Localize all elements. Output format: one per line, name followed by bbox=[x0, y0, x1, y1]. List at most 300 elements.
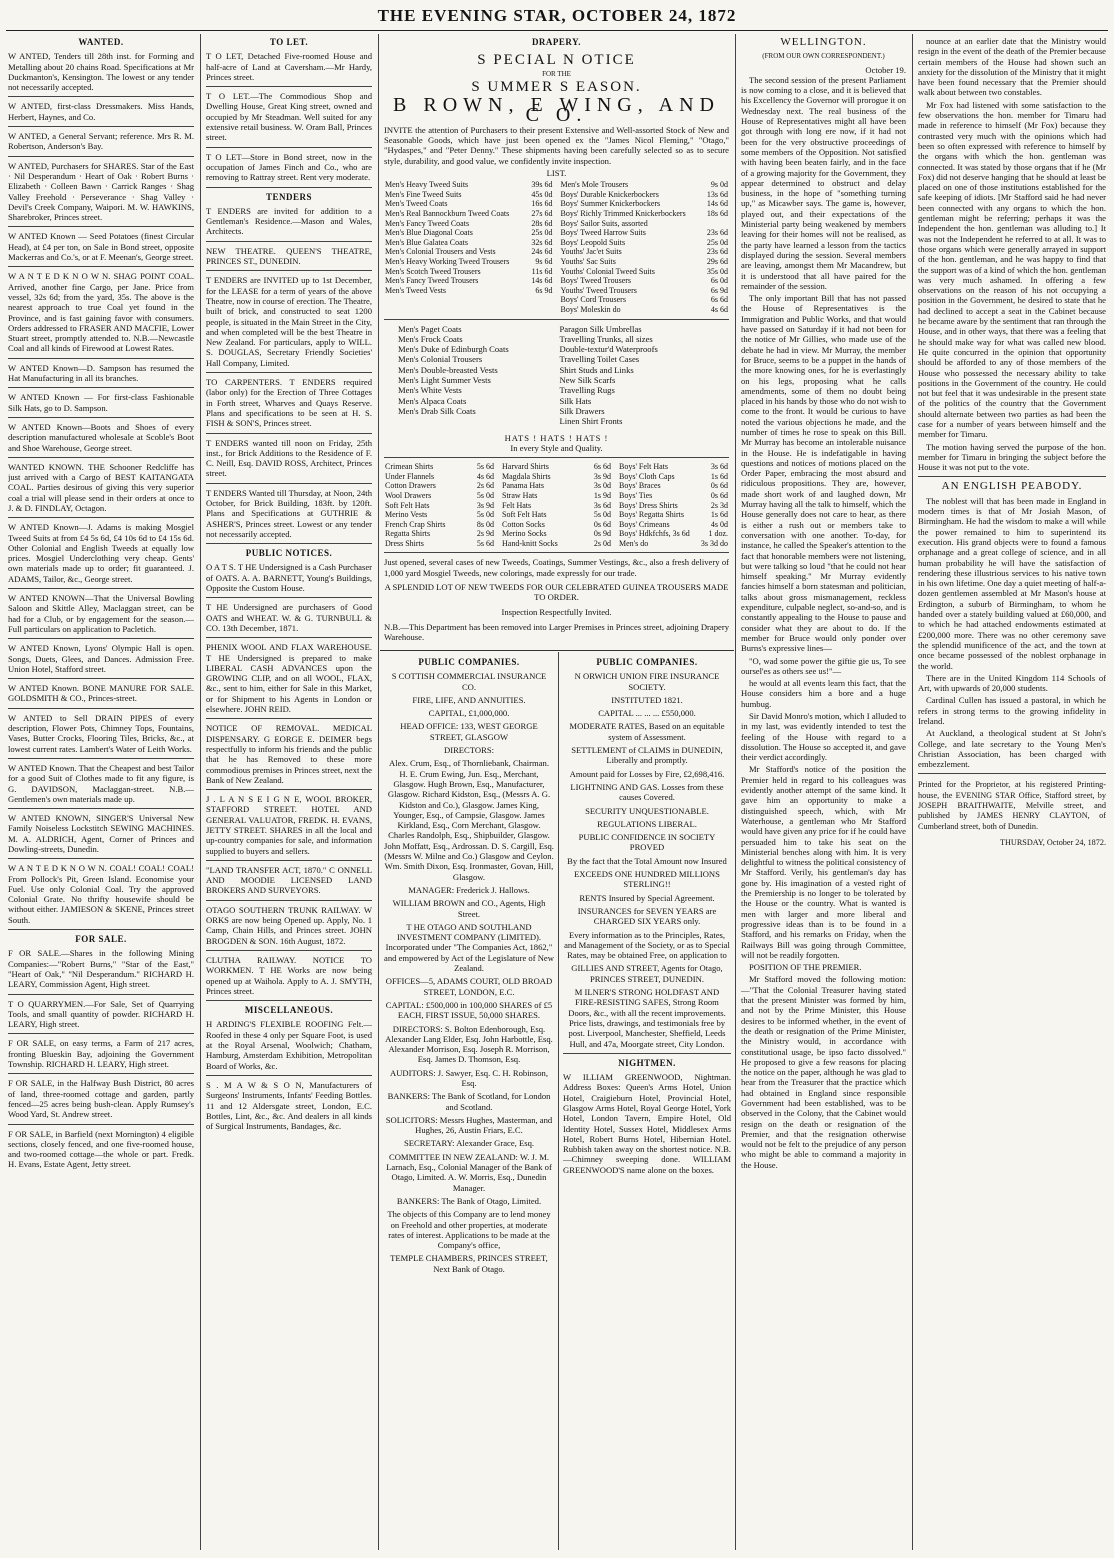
column-divider bbox=[558, 652, 559, 1550]
item-name: Cotton Drawers bbox=[385, 481, 436, 491]
price-row bbox=[501, 510, 612, 520]
item-name: Men's Blue Diagonal Coats bbox=[385, 228, 473, 238]
imprint: Printed for the Proprietor, at his registered Printing-house, the EVENING STAR Office, Stafford street, by JOSEPH BRAITHWAITE, Melville street, and published by JAMES HENRY CLAYTON, of Cumberland street, both of Dunedin. bbox=[918, 780, 1106, 831]
item-price: 25s 0d bbox=[706, 237, 728, 247]
price-row bbox=[384, 219, 554, 229]
public-notice-ad: "LAND TRANSFER ACT, 1870." C ONNELL AND MOODIE LICENSED LAND BROKERS AND SURVEYORS. bbox=[206, 864, 372, 896]
divider bbox=[206, 433, 372, 434]
masthead: THE EVENING STAR, OCTOBER 24, 1872 bbox=[377, 6, 737, 25]
divider bbox=[206, 789, 372, 790]
item-name: Men's do bbox=[619, 538, 649, 548]
item-name: Regatta Shirts bbox=[385, 529, 431, 539]
price-row bbox=[384, 180, 554, 190]
article-paragraph: The only important Bill that has not passed the House of Representatives is the Immigration and Public Works, and that would have passed on Saturday if it had not been for the notice of Mr Gillies, who made use of the debate he had in view. Mr Murray, the member for Bruce, seems to be a puppet in the hands of the more knowing ones, for he is everlastingly on his legs, proposing what he calls amendments, some of them no doubt being placed in his hands by those who do not wish to come to the front. It would be curious to have noted the various objections he made, and the number of times he rose to speak on this Bill. Mr Murray has become an intolerable nuisance in the House. He is indefatigable in having questions and notices of motions placed on the Order Paper, embracing the most absurd and ridiculous propositions. They are, however, made short work of and laughed down, Mr Murray having all the talk to himself, which the House generally does not care to hear, as there is either a rush out or members take to conversation with one another. To-day, for instance, he called the Speaker's attention to the fact that honorable members were not listening, but were talking so loud "that he could not hear himself speaking." Mr Murray evidently fancies himself a born statesman and politician, talks about gross mismanagement, reckless expenditure, culpable neglect, so-and-so, and is constantly appealing to the House to pause and consider what they are about to do. If the member for Bruce would only ponder over Burns's expressive lines— bbox=[741, 293, 906, 654]
divider bbox=[8, 457, 194, 458]
classified-ad: W ANTED Known—Boots and Shoes of every description manufactured wholesale at Scoble's Boot and Shoe Warehouse, George street. bbox=[8, 421, 194, 453]
item-name: Boys' Regatta Shirts bbox=[619, 510, 684, 520]
item-price: 35s 0d bbox=[706, 266, 728, 276]
hats-list bbox=[384, 462, 729, 548]
article-paragraph: nounce at an earlier date that the Ministry would resign in the event of the death of the Premier because certain members of the House had shown such an anxiety for the dissolution of the Ministry that it might have been found necessary that the Premier should walk about between two constables. bbox=[918, 36, 1106, 98]
company-line: AUDITORS: J. Sawyer, Esq. C. H. Robinson, Esq. bbox=[389, 1067, 548, 1088]
price-row bbox=[501, 539, 612, 549]
company-line: RENTS Insured by Special Agreement. bbox=[579, 892, 715, 903]
price-row bbox=[618, 491, 729, 501]
company-line: N ORWICH UNION FIRE INSURANCE SOCIETY. bbox=[574, 671, 720, 692]
item-name: Boys' Durable Knickerbockers bbox=[560, 189, 659, 199]
item-name: Men's Heavy Working Tweed Trousers bbox=[385, 257, 510, 267]
section-heading-miscellaneous: MISCELLANEOUS. bbox=[244, 1005, 334, 1016]
company-line: LIGHTNING AND GAS. Losses from these causes Covered. bbox=[570, 781, 724, 803]
company-line: MODERATE RATES, Based on an equitable system of Assessment. bbox=[569, 721, 725, 742]
divider bbox=[206, 147, 372, 148]
item-price: 5s 0d bbox=[476, 510, 494, 520]
divider bbox=[206, 372, 372, 373]
price-row bbox=[384, 238, 554, 248]
imprint-date: THURSDAY, October 24, 1872. bbox=[1000, 837, 1106, 847]
item-price: 18s 6d bbox=[706, 209, 728, 219]
item-price: 6s 9d bbox=[535, 285, 553, 295]
goods-item: Travelling Rugs bbox=[559, 385, 615, 396]
item-price: 4s 6d bbox=[710, 304, 728, 314]
goods-item: Men's White Vests bbox=[398, 385, 462, 396]
for-sale-ad: F OR SALE, on easy terms, a Farm of 217 acres, fronting Blueskin Bay, adjoining the Government Township. RICHARD H. LEARY, High street. bbox=[8, 1038, 194, 1070]
item-price: 32s 6d bbox=[531, 237, 553, 247]
classified-ad: W ANTED Known—D. Sampson has resumed the Hat Manufacturing in all its branches. bbox=[8, 362, 194, 384]
company-line: The objects of this Company are to lend money on Freehold and other properties, at moderate rates of interest. Applications to be made at the Company's office, bbox=[387, 1209, 551, 1251]
divider bbox=[206, 900, 372, 901]
divider bbox=[206, 637, 372, 638]
item-name: Magdala Shirts bbox=[502, 471, 551, 481]
item-name: Boys' Leopold Suits bbox=[560, 237, 626, 247]
price-row bbox=[560, 295, 730, 305]
item-name: Boys' Cord Trousers bbox=[560, 295, 626, 305]
item-name: Youths' Sac Suits bbox=[560, 257, 616, 267]
company-line: WILLIAM BROWN and CO., Agents, High Street. bbox=[392, 898, 546, 919]
classified-ad: W ANTED, Purchasers for SHARES. Star of the East · Nil Desperandum · Heart of Oak · Robert Burns · Elizabeth · Colleen Bawn · Carrick Ranges · Shag Valley Freehold · Perseverance · Shag Valley · Devil's Creek Company, Waipori. M. W. HAWKINS, Sharebroker, Princes street. bbox=[8, 160, 194, 223]
price-row bbox=[560, 199, 730, 209]
item-price: 45s 0d bbox=[531, 189, 553, 199]
goods-item: Men's Alpaca Coats bbox=[398, 395, 467, 406]
company-line: PUBLIC CONFIDENCE IN SOCIETY PROVED bbox=[578, 832, 716, 853]
goods-item: Shirt Studs and Links bbox=[559, 364, 634, 375]
company-line: HEAD OFFICE: 133, WEST GEORGE STREET, GLASGOW bbox=[400, 721, 538, 742]
public-companies-right bbox=[563, 656, 731, 1548]
divider bbox=[206, 483, 372, 484]
goods-item: Men's Double-breasted Vests bbox=[398, 364, 498, 375]
goods-item: Men's Drab Silk Coats bbox=[398, 405, 476, 416]
item-price: 3s 6d bbox=[593, 500, 611, 510]
article-paragraph: Mr Fox had listened with some satisfaction to the few observations the hon. member for Timaru had made in reference to himself (Mr Fox) because they contrasted very much with the opinions which had been so often expressed with reference to himself by the organs with which the hon. gentleman was connected. It was stated by those organs that if he (Mr Fox) did not deserve hanging that he should at least be placed on one of those institutions established for the safe keeping of idiots. [Mr Stafford said he had never been connected with any organs to which the hon. gentleman might be referring; perhaps it was the Independent the hon. gentleman was alluding to.] It was not the Independent he referred to at all. It was to those organs which were generally arrayed in support of the hon. gentleman, and he was happy to find that the support was of a kind of which the hon. gentleman was very much ashamed. In offering a few observations on the reason of his not occupying a position in the Government, he desired to state that he had declined to accept a seat in the Cabinet because he became aware by the sentiment that ran through the House, and in other ways, that there was a feeling that he should make way for what was called new blood. He quite concurred in the opinion that opportunity should be afforded to any of those members of the House who possessed the necessary ability to take positions in the Government of the country. He could not but feel that it was undesirable in the present state of the politics of the country that the Government should alternate between two parties as had been the case for a number of years between himself and the member for Timaru. bbox=[918, 99, 1106, 440]
divider bbox=[206, 86, 372, 87]
item-name: Boys' Cloth Caps bbox=[619, 471, 675, 481]
goods-list-right bbox=[560, 324, 716, 427]
item-price: 3s 9d bbox=[476, 500, 494, 510]
price-row bbox=[384, 472, 495, 482]
divider bbox=[8, 1073, 194, 1074]
tender-ad: T ENDERS are invited for addition to a Gentleman's Residence.—Mason and Wales, Architects. bbox=[206, 205, 372, 237]
divider bbox=[8, 678, 194, 679]
item-name: Men's Fancy Tweed Coats bbox=[385, 218, 470, 228]
item-price: 28s 6d bbox=[531, 218, 553, 228]
divider bbox=[8, 588, 194, 589]
company-line: OFFICES—5, ADAMS COURT, OLD BROAD STREET, LONDON, E.C. bbox=[385, 976, 553, 997]
section-heading-tenders: TENDERS bbox=[265, 191, 312, 202]
divider bbox=[8, 226, 194, 227]
item-price: 1s 6d bbox=[710, 510, 728, 520]
item-price: 2s 0d bbox=[593, 538, 611, 548]
for-sale-ad: F OR SALE.—Shares in the following Mining Companies:—"Robert Burns," "Star of the East," "Heart of Oak," "Nil Desperandum." RICHARD H. LEARY, Commission Agent, High street. bbox=[8, 948, 194, 990]
item-name: Men's Colonial Trousers and Vests bbox=[385, 247, 496, 257]
tender-ad: NEW THEATRE. QUEEN'S THEATRE, PRINCES ST., DUNEDIN. bbox=[206, 245, 372, 267]
price-row bbox=[560, 267, 730, 277]
classified-ad: W ANTED Known—J. Adams is making Mosgiel Tweed Suits at from £4 5s 6d, £4 10s 6d to £4 15s 6d. Other Colonial and English Tweeds at equally low prices. Mosgiel Underclothing very cheap. Gents' own materials made up to order; fit guaranteed. J. ADAMS, Tailor, &c., George street. bbox=[8, 522, 194, 584]
item-price: 0s 6d bbox=[710, 481, 728, 491]
item-price: 5s 6d bbox=[476, 462, 494, 472]
divider bbox=[8, 758, 194, 759]
item-name: Men's Fancy Tweed Trousers bbox=[385, 276, 479, 286]
section-heading-nightmen: NIGHTMEN. bbox=[618, 1057, 676, 1068]
section-heading-to-let: TO LET. bbox=[269, 37, 309, 47]
item-name: Men's Mole Trousers bbox=[560, 180, 629, 190]
item-price: 25s 0d bbox=[531, 228, 553, 238]
price-row bbox=[560, 219, 730, 229]
correspondent-label: (FROM OUR OWN CORRESPONDENT.) bbox=[762, 52, 885, 61]
price-list bbox=[384, 180, 729, 314]
public-notice-ad: J . L A N S E I G N E, WOOL BROKER, STAFFORD STREET. HOTEL AND GENERAL VALUATOR, FREDK. H. EVANS, JETTY STREET. SHARES in all the local and up-country companies for sale, and information supplied to buyers and sellers. bbox=[206, 794, 372, 856]
divider bbox=[8, 126, 194, 127]
summer-season-title: S UMMER S EASON. bbox=[471, 78, 642, 95]
classified-ad: W ANTED Known — For first-class Fashionable Silk Hats, go to D. Sampson. bbox=[8, 392, 194, 413]
item-price: 16s 6d bbox=[531, 199, 553, 209]
column-divider bbox=[912, 34, 913, 1550]
item-price: 3s 3d do bbox=[700, 538, 728, 548]
item-price: 9s 6d bbox=[535, 257, 553, 267]
item-name: Straw Hats bbox=[502, 490, 538, 500]
masthead-rule bbox=[6, 30, 1108, 31]
section-heading-public-companies-2: PUBLIC COMPANIES. bbox=[596, 657, 698, 667]
company-line: CAPITAL: £500,000 in 100,000 SHARES of £5 EACH, FIRST ISSUE, 50,000 SHARES. bbox=[385, 999, 553, 1021]
classified-ad: W ANTED to Sell DRAIN PIPES of every description, Flower Pots, Chimney Tops, Fountains, Vases, Butter Crocks, Flooring Tiles, Bricks, &c., at lowest current rates. Lambert's Water of Leith Works. bbox=[8, 712, 194, 754]
item-price: 14s 6d bbox=[531, 276, 553, 286]
price-row bbox=[384, 190, 554, 200]
divider bbox=[8, 266, 194, 267]
item-price: 4s 0d bbox=[710, 519, 728, 529]
divider bbox=[918, 476, 1106, 477]
company-line: REGULATIONS LIBERAL. bbox=[597, 818, 697, 829]
price-list-right bbox=[560, 180, 730, 314]
goods-item: Men's Light Summer Vests bbox=[398, 375, 491, 386]
company-line: DIRECTORS: S. Bolton Edenborough, Esq. Alexander Lang Elder, Esq. John Harbottle, Esq. Alexander Morrison, Esq. Joseph R. Morrison, Esq. James D. Thomson, Esq. bbox=[385, 1023, 553, 1065]
price-row bbox=[560, 286, 730, 296]
nb-text: N.B.—This Department has been removed into Larger Premises in Princes street, adjoining Drapery Warehouse. bbox=[384, 621, 729, 643]
item-name: Felt Hats bbox=[502, 500, 532, 510]
dateline: October 19. bbox=[865, 64, 906, 75]
company-line: GILLIES AND STREET, Agents for Otago, PRINCES STREET, DUNEDIN. bbox=[571, 963, 723, 984]
item-name: Youths' Colonial Tweed Suits bbox=[560, 266, 655, 276]
price-row bbox=[618, 472, 729, 482]
goods-item: New Silk Scarfs bbox=[559, 375, 616, 386]
hats-sub: In every Style and Quality. bbox=[510, 442, 603, 453]
item-name: Boys' Moleskin do bbox=[560, 304, 621, 314]
item-name: Under Flannels bbox=[385, 471, 435, 481]
item-price bbox=[703, 219, 729, 229]
divider bbox=[8, 156, 194, 157]
public-notice-ad: PHENIX WOOL AND FLAX WAREHOUSE. T HE Undersigned is prepared to make LIBERAL CASH ADVANCES upon the GROWING CLIP, and on all WOOL, FLAX, &c., sent to him, either for Sale in this Market, or for Shipment to his Agents in London or elsewhere. JOHN REID. bbox=[206, 642, 372, 715]
item-name: Boys' Felt Hats bbox=[619, 462, 668, 472]
article-paragraph: he would at all events learn this fact, that the House considers him a bore and a huge humbug. bbox=[741, 678, 906, 709]
divider bbox=[8, 517, 194, 518]
company-line: Every information as to the Principles, Rates, and Management of the Society, or as to Special Rates, may be obtained Free, on application to bbox=[564, 929, 730, 961]
article-paragraph: The noblest will that has been made in England in modern times is that of Mr Josiah Mason, of Birmingham. He had the wisdom to make a will while the power remained to him to superintend its execution. His grand objects were to found a famous orphanage and a great college of science, and in all human probability he will have the satisfaction of rendering these illustrious services to his native town in his own lifetime. One day a quiet meeting of half-a-dozen gentlemen assembled at Mr Mason's house at Erdington, a suburb of Birmingham, to whom he handed over a stately building valued at £60,000, and to which he had attached endowments estimated at £200,000 more. There was no other ceremony save the splendid munificence of the act, and the town at once became possessed of the noblest orphanage in the world. bbox=[918, 495, 1106, 671]
item-name: Crimean Shirts bbox=[385, 462, 434, 472]
column-wellington bbox=[741, 36, 906, 1548]
item-name: French Crap Shirts bbox=[385, 519, 446, 529]
price-row bbox=[501, 529, 612, 539]
price-row bbox=[384, 539, 495, 549]
item-name: Dress Shirts bbox=[385, 538, 424, 548]
divider bbox=[8, 1033, 194, 1034]
item-name: Boys' Ties bbox=[619, 490, 653, 500]
price-row bbox=[501, 520, 612, 530]
goods-item: Men's Colonial Trousers bbox=[398, 354, 483, 365]
item-price: 11s 6d bbox=[531, 266, 553, 276]
company-line: CAPITAL, £1,000,000. bbox=[428, 708, 510, 719]
public-notice-ad: O A T S. T HE Undersigned is a Cash Purchaser of OATS. A. A. BARNETT, Young's Buildings, Opposite the Custom House. bbox=[206, 562, 372, 594]
company-line: INSTITUTED 1821. bbox=[611, 694, 683, 705]
item-price: 6s 9d bbox=[710, 285, 728, 295]
price-row bbox=[384, 199, 554, 209]
column-divider bbox=[378, 34, 379, 1550]
item-price: 3s 6d bbox=[710, 462, 728, 472]
price-row bbox=[618, 481, 729, 491]
price-row bbox=[501, 491, 612, 501]
item-name: Harvard Shirts bbox=[502, 462, 549, 472]
divider bbox=[206, 597, 372, 598]
price-row bbox=[560, 276, 730, 286]
section-heading-public-notices: PUBLIC NOTICES. bbox=[245, 548, 333, 559]
company-line: SETTLEMENT of CLAIMS in DUNEDIN, Liberally and promptly. bbox=[571, 745, 723, 766]
item-name: Boys' Crimeans bbox=[619, 519, 670, 529]
nightman-ad: W ILLIAM GREENWOOD, Nightman. Address Boxes: Queen's Arms Hotel, Union Hotel, Craigieburn Hotel, Provincial Hotel, Glasgow Arms Hotel, Royal George Hotel, York Hotel, London Tavern, Empire Hotel, Old Identity Hotel, Sussex Hotel, Middlesex Arms Hotel, Robert Burns Hotel, Hibernian Hotel. Rubbish taken away on the shortest notice. N.B.—Chimney sweeping done. WILLIAM GREENWOOD'S name alone on the boxes. bbox=[563, 1072, 731, 1175]
item-price: 13s 6d bbox=[706, 189, 728, 199]
price-row bbox=[618, 539, 729, 549]
peabody-heading: AN ENGLISH PEABODY. bbox=[941, 480, 1083, 493]
divider bbox=[8, 994, 194, 995]
company-line: CAPITAL ... ... ... £550,000. bbox=[598, 708, 696, 719]
public-notice-ad: T HE Undersigned are purchasers of Good OATS and WHEAT. W. & G. TURNBULL & CO. 13th December, 1871. bbox=[206, 602, 372, 633]
miscellaneous-ad: S . M A W & S O N, Manufacturers of Surgeons' Instruments, Infants' Feeding Bottles. 11 and 12 Aldersgate street, London, E.C. Bottles, Lint, &c., &c. And dealers in all kinds of Surgical Instruments, Bandages, &c. bbox=[206, 1079, 372, 1132]
goods-list-left bbox=[398, 324, 554, 427]
item-name: Boys' Hdkfchfs, 3s 6d bbox=[619, 529, 690, 539]
price-row bbox=[618, 510, 729, 520]
item-price: 1s 6d bbox=[710, 471, 728, 481]
item-price: 14s 6d bbox=[706, 199, 728, 209]
article-paragraph: The motion having served the purpose of the hon. member for Timaru in bringing the subject before the House it was not put to the vote. bbox=[918, 441, 1106, 473]
divider bbox=[206, 1075, 372, 1076]
price-row bbox=[384, 247, 554, 257]
for-the-label: FOR THE bbox=[542, 69, 571, 78]
item-name: Men's Scotch Tweed Trousers bbox=[385, 266, 481, 276]
hats-list-2 bbox=[501, 462, 612, 548]
item-name: Men's Fine Tweed Suits bbox=[385, 189, 462, 199]
divider bbox=[8, 858, 194, 859]
divider bbox=[206, 860, 372, 861]
item-price: 23s 6d bbox=[706, 247, 728, 257]
article-paragraph: Mr Stafford moved the following motion:—"That the Colonial Treasurer having stated that the present Minister was formed by him, and not by the Prime Minister, this House desires to be informed whether, in the event of the death or resignation of the Prime Minister, the Ministry would, in accordance with constitutional usage, be ipso facto dissolved." He proposed to give a few reasons for placing the notice on the paper, although he was glad to hear from the Treasurer that the practice which had obtained in England since responsible Government had been established, was to be observed in the Colony, that the Cabinet would resign on the death or resignation of the Premier, and that the resignation otherwise would not be felt to the prejudice of any person who might be able to command a majority in the House. bbox=[741, 974, 906, 1170]
item-name: Boys' Tweed Trousers bbox=[560, 276, 632, 286]
wellington-heading: WELLINGTON. bbox=[780, 36, 867, 48]
section-heading-wanted: WANTED. bbox=[78, 37, 124, 47]
guinea-trousers-text: A SPLENDID LOT OF NEW TWEEDS FOR OUR CELEBRATED GUINEA TROUSERS MADE TO ORDER. bbox=[384, 582, 729, 603]
divider bbox=[206, 543, 372, 544]
price-row bbox=[384, 228, 554, 238]
company-line: By the fact that the Total Amount now Insured bbox=[567, 855, 727, 866]
item-name: Merino Vests bbox=[385, 510, 428, 520]
classified-ad: W ANTED KNOWN, SINGER'S Universal New Family Noiseless Lockstitch SEWING MACHINES. M. A. ALDRICH, Agent, Corner of Princes and Dowling-streets, Dunedin. bbox=[8, 813, 194, 854]
price-row bbox=[384, 529, 495, 539]
item-name: Hand-knitt Socks bbox=[502, 538, 558, 548]
price-row bbox=[384, 276, 554, 286]
public-notice-ad: NOTICE OF REMOVAL. MEDICAL DISPENSARY. G EORGE E. DEIMER begs respectfully to inform his friends and the public that he has Removed to these more commodious premises in Princes street, next the Bank of New Zealand. bbox=[206, 723, 372, 785]
divider bbox=[384, 319, 729, 320]
company-line: INSURANCES for SEVEN YEARS are CHARGED SIX YEARS only. bbox=[577, 905, 717, 927]
classified-ad: W ANTED Known. That the Cheapest and best Tailor for a good Suit of Clothes made to fit any figure, is G. DAVIDSON, Maclaggan-street. N.B.—Gentlemen's own materials made up. bbox=[8, 762, 194, 804]
tender-ad: TO CARPENTERS. T ENDERS required (labor only) for the Erection of Three Cottages in Forth street, Wharves and Quays Reserve. Plans and specifications to be seen at H. S. FISH & SON'S, Princes street. bbox=[206, 377, 372, 429]
classified-ad: W ANTED Known — Seed Potatoes (finest Circular Head), at £4 per ton, on Sale in Bond street, opposite Mackerras and Co.'s, or at F. Meenan's, George street. bbox=[8, 231, 194, 263]
price-row bbox=[560, 238, 730, 248]
price-row bbox=[384, 257, 554, 267]
divider bbox=[8, 387, 194, 388]
price-row bbox=[384, 267, 554, 277]
article-paragraph: At Auckland, a theological student at St John's College, and late secretary to the Young Men's Christian Association, has been charged with embezzlement. bbox=[918, 728, 1106, 770]
article-paragraph: Mr Stafford's notice of the position the Premier held in regard to his colleagues was evidently another attempt of the same kind. It gave him an opportunity to make a distinguished speech, which, with Mr Waterhouse, a gentleman who Mr Stafford would have given any price for if he could have persuaded him to take his seat on the Ministerial benches along with him. It is very delightful to witness the political consistency of Mr Stafford. Verily, his gentleman's day has gone by. His imagination of a vested right of the Premiership is no longer to be tolerated by the House or the country. What is wanted is men with larger and more liberal and progressive ideas than is to be found in a Stafford, and his remarks on Friday, when the Railways Bill was going through Committee, will not be readily forgotten. bbox=[741, 764, 906, 960]
price-row bbox=[501, 472, 612, 482]
item-name: Boys' Dress Shirts bbox=[619, 500, 678, 510]
item-price: 2s 6d bbox=[476, 481, 494, 491]
item-price: 6s 6d bbox=[593, 462, 611, 472]
classified-ad: W ANTED Known. BONE MANURE FOR SALE. GOLDSMITH & CO., Princes-street. bbox=[8, 683, 194, 704]
public-notice-ad: OTAGO SOUTHERN TRUNK RAILWAY. W ORKS are now being Opened up. Apply, No. 1 Camp, Chain Hills, and Princes street. JOHN BROGDEN & SON. 16th August, 1872. bbox=[206, 904, 372, 946]
price-row bbox=[560, 257, 730, 267]
special-notice-title: S PECIAL N OTICE bbox=[477, 52, 636, 69]
price-row bbox=[560, 247, 730, 257]
drapery-intro: INVITE the attention of Purchasers to their present Extensive and Well-assorted Stock of New and Seasonable Goods, which have just been opened ex the "James Nicol Fleming," "Otago," "Hydaspes," and "Peter Denny." These shipments having been carefully selected so as to secure style, durability, and good value, we confidently invite inspection. bbox=[384, 124, 729, 166]
goods-item: Silk Drawers bbox=[559, 405, 605, 416]
classified-ad: W ANTED, a General Servant; reference. Mrs R. M. Robertson, Anderson's Bay. bbox=[8, 131, 194, 152]
classified-ad: W A N T E D K N O W N. COAL! COAL! COAL! From Pollock's Pit, Green Island. Economise your Fuel. Use only Colonial Coal. Try the approved Colonial Grate. No thrifty housewife should be without either. JAMIESON & SKENE, Princes street South. bbox=[8, 863, 194, 925]
divider bbox=[206, 950, 372, 951]
company-line: S COTTISH COMMERCIAL INSURANCE CO. bbox=[391, 671, 547, 692]
for-sale-ad: F OR SALE, in the Halfway Bush District, 80 acres of land, three-roomed cottage and garden, partly fenced—25 acres being bush-clean. Apply Rumsey's Wood Yard, St. Andrew street. bbox=[8, 1078, 194, 1120]
just-opened-text: Just opened, several cases of new Tweeds, Coatings, Summer Vestings, &c., also a fresh delivery of 1,000 yard Mosgiel Tweeds, new colorings, made expressly for our trade. bbox=[384, 557, 729, 578]
section-heading-for-sale: FOR SALE. bbox=[75, 934, 127, 945]
price-row bbox=[560, 209, 730, 219]
company-line: SOLICITORS: Messrs Hughes, Masterman, and Hughes, 26, Austin Friars, E.C. bbox=[385, 1114, 553, 1136]
article-paragraph: POSITION OF THE PREMIER. bbox=[749, 962, 862, 973]
divider bbox=[8, 638, 194, 639]
company-line: SECRETARY: Alexander Grace, Esq. bbox=[403, 1138, 535, 1149]
article-paragraph: There are in the United Kingdom 114 Schools of Art, with upwards of 20,000 students. bbox=[918, 672, 1106, 694]
item-price: 23s 6d bbox=[706, 228, 728, 238]
column-divider bbox=[735, 34, 736, 1550]
item-name: Men's Blue Galatea Coats bbox=[385, 237, 468, 247]
goods-item: Paragon Silk Umbrellas bbox=[559, 323, 642, 334]
price-row bbox=[501, 462, 612, 472]
tender-ad: T ENDERS Wanted till Thursday, at Noon, 24th October, for Brick Building, 183ft. by 120ft. Plans and Specifications at GUTHRIE & ASHER'S, Princes street. Lowest or any tender not necessarily accepted. bbox=[206, 487, 372, 539]
company-line: EXCEEDS ONE HUNDRED MILLIONS STERLING!! bbox=[574, 869, 720, 890]
item-name: Wool Drawers bbox=[385, 490, 432, 500]
item-name: Boys' Summer Knickerbockers bbox=[560, 199, 661, 209]
divider bbox=[8, 358, 194, 359]
item-name: Men's Heavy Tweed Suits bbox=[385, 180, 469, 190]
goods-item: Men's Frock Coats bbox=[398, 333, 463, 344]
firm-name: B ROWN, E WING, AND C O. bbox=[393, 94, 720, 127]
price-row bbox=[384, 501, 495, 511]
item-name: Boys' Sailor Suits, assorted bbox=[560, 218, 648, 228]
item-price: 0s 6d bbox=[710, 490, 728, 500]
goods-item: Linen Shirt Fronts bbox=[559, 416, 623, 427]
goods-item: Travelling Trunks, all sizes bbox=[559, 333, 653, 344]
price-row bbox=[618, 501, 729, 511]
item-name: Soft Felt Hats bbox=[502, 510, 547, 520]
for-sale-ad: T O QUARRYMEN.—For Sale, Set of Quarrying Tools, and small quantity of powder. RICHARD H. LEARY, High street. bbox=[8, 998, 194, 1030]
hats-list-1 bbox=[384, 462, 495, 548]
goods-item: Men's Duke of Edinburgh Coats bbox=[398, 344, 509, 355]
company-line: TEMPLE CHAMBERS, PRINCES STREET, Next Bank of Otago. bbox=[390, 1253, 548, 1274]
company-line: BANKERS: The Bank of Otago, Limited. bbox=[396, 1195, 542, 1206]
item-price: 5s 0d bbox=[476, 490, 494, 500]
price-row bbox=[560, 228, 730, 238]
classified-ad: WANTED KNOWN. THE Schooner Redcliffe has just arrived with a Cargo of BEST KAITANGATA COAL. Parties desirous of giving this very superior coal a trial will please send in their orders at once to J. & D. FINDLAY, Octagon. bbox=[8, 461, 194, 513]
hats-label: HATS ! HATS ! HATS ! bbox=[504, 432, 609, 443]
item-price: 27s 6d bbox=[531, 209, 553, 219]
article-paragraph: Cardinal Cullen has issued a pastoral, in which he refers in strong terms to the growing infidelity in Ireland. bbox=[918, 695, 1106, 726]
price-row bbox=[618, 529, 729, 539]
item-price: 3s 9d bbox=[593, 471, 611, 481]
item-price: 1 doz. bbox=[708, 529, 728, 539]
item-price: 24s 6d bbox=[531, 247, 553, 257]
item-price: 0s 9d bbox=[593, 529, 611, 539]
company-line: BANKERS: The Bank of Scotland, for London and Scotland. bbox=[387, 1091, 551, 1112]
divider bbox=[384, 457, 729, 458]
item-price: 2s 9d bbox=[476, 529, 494, 539]
divider bbox=[8, 96, 194, 97]
section-heading-public-companies: PUBLIC COMPANIES. bbox=[418, 657, 520, 667]
divider bbox=[206, 718, 372, 719]
miscellaneous-ad: H ARDING'S FLEXIBLE ROOFING Felt.—Roofed in these 4 only per Square Foot, is used at the Royal Arsenal, Woolwich; Chatham, Hamburg, Amsterdam Exhibition, Metropolitan Board of Works, &c. bbox=[206, 1019, 372, 1071]
price-row bbox=[384, 286, 554, 296]
price-row bbox=[384, 209, 554, 219]
company-line: T HE OTAGO AND SOUTHLAND INVESTMENT COMPANY (LIMITED). Incorporated under "The Companies Act, 1862," and empowered by Act of the Legislature of New Zealand. bbox=[384, 921, 554, 974]
to-let-ad: T O LET, Detached Five-roomed House and half-acre of Land at Caversham.—Mr Hardy, Princes street. bbox=[206, 51, 372, 82]
item-name: Panama Hats bbox=[502, 481, 544, 491]
goods-item: Double-textur'd Waterproofs bbox=[559, 344, 658, 355]
company-line: M ILNER'S STRONG HOLDFAST AND FIRE-RESISTING SAFES, Strong Room Doors, &c., with all the recent improvements. Price lists, drawings, and testimonials free by post. Liverpool, Manchester, Sheffield, Leeds Hull, and 47a, Moorgate street, City London. bbox=[568, 987, 726, 1049]
price-row bbox=[384, 510, 495, 520]
item-name: Men's Tweed Coats bbox=[385, 199, 448, 209]
price-row bbox=[560, 190, 730, 200]
goods-item: Travelling Toilet Cases bbox=[559, 354, 640, 365]
item-name: Youths' Jac'et Suits bbox=[560, 247, 622, 257]
article-paragraph: "O, wad some power the giftie gie us, To see oursel'es as others see us!"— bbox=[741, 655, 906, 676]
divider bbox=[563, 1053, 731, 1054]
price-row bbox=[384, 481, 495, 491]
item-price: 4s 6d bbox=[476, 471, 494, 481]
article-paragraph: Sir David Monro's motion, which I alluded to in my last, was evidently intended to test the feeling of the House with regard to a dissolution. The House so accepted it, and gave their verdict accordingly. bbox=[741, 711, 906, 763]
item-name: Boys' Braces bbox=[619, 481, 661, 491]
item-price: 8s 0d bbox=[476, 519, 494, 529]
company-line: SECURITY UNQUESTIONABLE. bbox=[585, 805, 709, 816]
